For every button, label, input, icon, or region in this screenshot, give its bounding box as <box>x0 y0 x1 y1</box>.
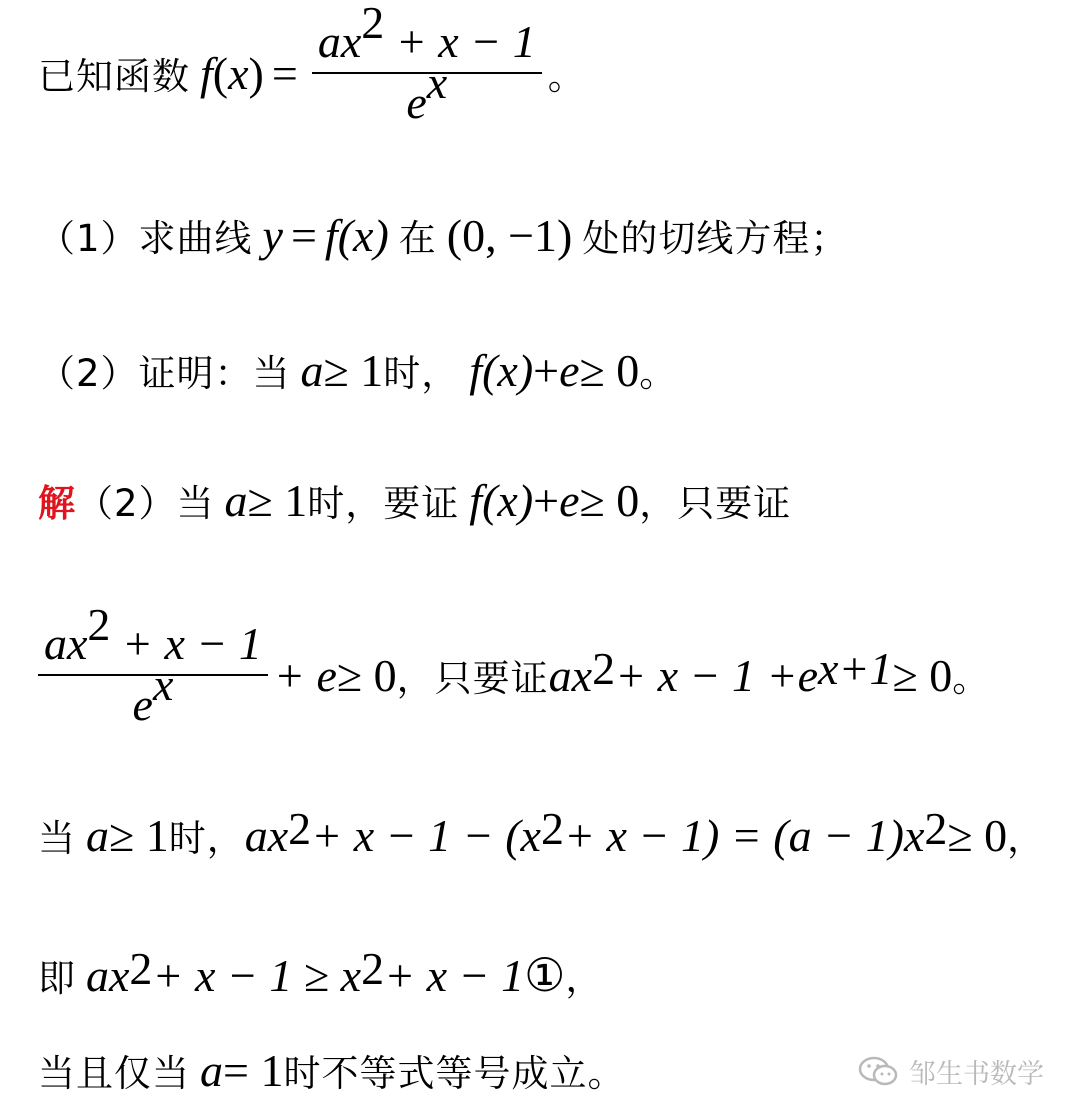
solution-line-1: 解 （2）当 a ≥ 1 时，要证 f (x) + e ≥ 0 ，只要证 <box>38 474 792 526</box>
solution-line-5: 当且仅当 a = 1 时不等式等号成立。 <box>38 1044 626 1096</box>
q1-tail: 处的切线方程； <box>582 217 849 260</box>
intro-prefix: 已知函数 <box>38 55 190 98</box>
intro-end: 。 <box>547 55 586 98</box>
equals: = <box>271 47 298 99</box>
fraction-denominator: $e^x$ <box>406 57 448 128</box>
wechat-icon <box>857 1054 901 1090</box>
solution-line-4: 即 ax $^2$ + x − 1 ≥ x $^2$ + x − 1 ① ， <box>38 943 604 1001</box>
solution-line-3: 当 a ≥ 1 时， ax $^2$ + x − 1 − (x $^2$ + x − 1) = (a − 1)x $^2$ ≥ 0 ， <box>38 803 1046 861</box>
solution-fraction: $\frac{ax^2 + x - 1}{e^x}$ <box>38 619 268 730</box>
question-1: （1）求曲线 y = f (x) 在 (0, −1) 处的切线方程； <box>38 209 849 261</box>
lparen: ( <box>212 47 229 99</box>
q1-label: （1）求曲线 <box>38 217 253 260</box>
solution-marker: 解 <box>38 482 76 525</box>
question-2: （2）证明：当 a ≥ 1 时， f (x) + e ≥ 0 。 <box>38 344 678 396</box>
x-var: x <box>228 47 249 99</box>
watermark <box>857 1052 1044 1091</box>
fraction-numerator: $ax^2 + x - 1$ <box>317 0 536 68</box>
solution-line-2: $\frac{ax^2 + x - 1}{e^x}$ + e ≥ 0 ，只要证 a x $^2$ + x − 1 + e $^{x+1}$ ≥ 0 。 <box>38 615 1080 735</box>
watermark-text: 邹生书数学 <box>909 1059 1044 1090</box>
q1-point: (0, −1) <box>446 209 573 261</box>
f-symbol: f <box>200 47 213 99</box>
intro-line <box>38 0 1080 128</box>
q2-label: （2）证明：当 <box>38 352 291 395</box>
circled-one: ① <box>524 950 566 1001</box>
rparen: ) <box>248 47 264 99</box>
function-fraction <box>312 0 542 128</box>
